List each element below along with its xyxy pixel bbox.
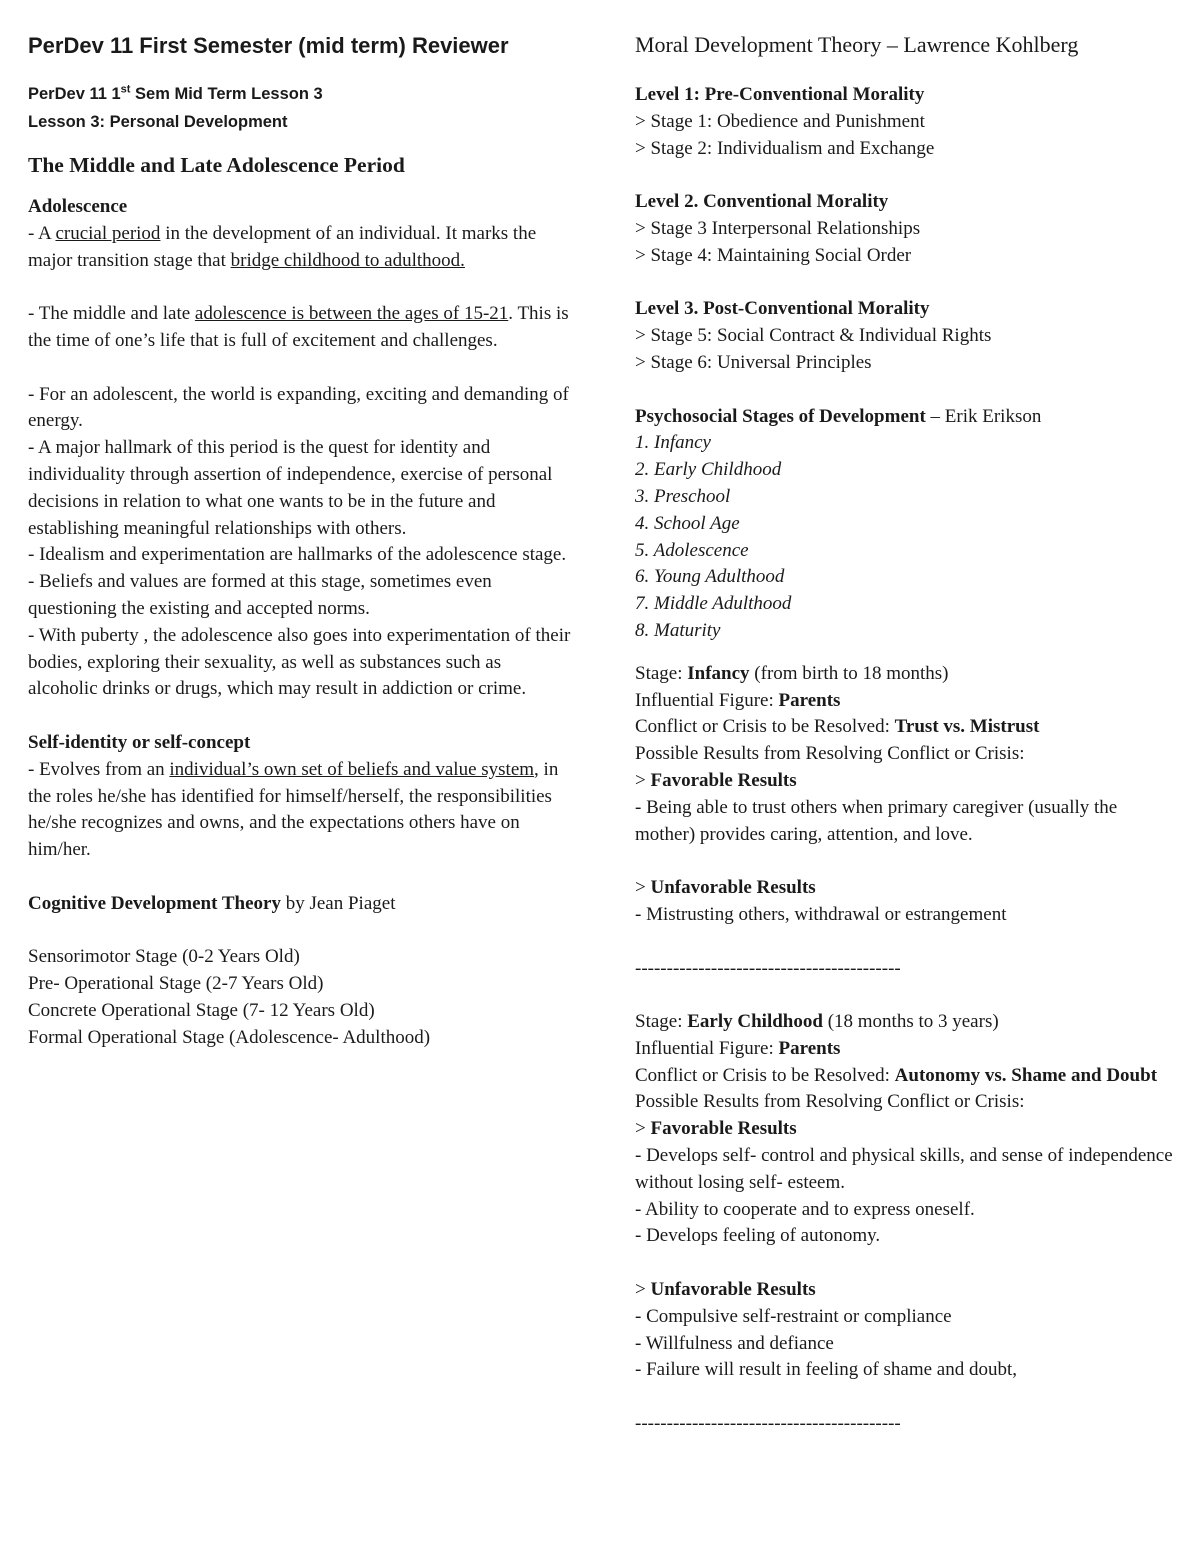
conflict-label: Conflict or Crisis to be Resolved: (635, 1064, 895, 1086)
adolescence-heading: Adolescence (28, 196, 128, 217)
psychosocial-author: – Erik Erikson (925, 405, 1042, 427)
text-run: in the development of an individual. It marks the major transition stage that (28, 222, 537, 271)
adolescence-paragraph-1 (28, 221, 573, 275)
psychosocial-item: 8. Maturity (635, 619, 721, 641)
psychosocial-item: 4. School Age (635, 512, 740, 534)
cognitive-stage: Sensorimotor Stage (0-2 Years Old) (28, 946, 300, 968)
favorable-label: Favorable Results (650, 769, 797, 791)
underlined-text: crucial period (55, 222, 161, 244)
prefix-glyph: > (635, 1279, 651, 1301)
unfavorable-label: Unfavorable Results (650, 1279, 816, 1301)
unfavorable-item: - Willfulness and defiance (635, 1332, 834, 1354)
unfavorable-item: - Mistrusting others, withdrawal or estrangement (635, 903, 1007, 925)
conflict-line (635, 714, 1180, 741)
unfavorable-item: - Compulsive self-restraint or compliance (635, 1305, 952, 1327)
unfavorable-heading (635, 1277, 1180, 1304)
prefix-glyph: > (635, 877, 651, 899)
favorable-heading (635, 1116, 1180, 1143)
favorable-item: - Develops self- control and physical skills, and sense of independence without losing self- esteem. (635, 1145, 1173, 1193)
cognitive-stage: Formal Operational Stage (Adolescence- Adulthood) (28, 1026, 431, 1048)
favorable-label: Favorable Results (650, 1118, 797, 1140)
underlined-text: adolescence is between the ages of 15-21 (194, 303, 509, 325)
prefix-glyph: > (635, 769, 651, 791)
conflict-value: Autonomy vs. Shame and Doubt (894, 1064, 1158, 1086)
underlined-text: bridge childhood to adulthood. (230, 249, 465, 271)
figure-line (635, 688, 1180, 715)
psychosocial-item: 1. Infancy (635, 432, 711, 454)
adolescence-bullet: - Beliefs and values are formed at this stage, sometimes even questioning the existing and accepted norms. (28, 571, 492, 619)
document-title: PerDev 11 First Semester (mid term) Reviewer (28, 33, 509, 58)
unfavorable-label: Unfavorable Results (650, 877, 816, 899)
psychosocial-item: 5. Adolescence (635, 539, 749, 561)
cognitive-title: Cognitive Development Theory (28, 892, 281, 914)
unfavorable-heading (635, 875, 1180, 902)
figure-label: Influential Figure: (635, 1037, 779, 1059)
text-run: - A (28, 222, 56, 244)
text-run: . This is the time of one’s life that is full of excitement and challenges. (28, 303, 569, 351)
stage-block-infancy (635, 661, 1180, 983)
figure-value: Parents (778, 689, 841, 711)
lesson-line (28, 80, 573, 108)
lesson-subtitle: Lesson 3: Personal Development (28, 113, 288, 131)
figure-label: Influential Figure: (635, 689, 779, 711)
figure-value: Parents (778, 1037, 841, 1059)
text-run: , in the roles he/she has identified for himself/herself, the responsibilities he/she recognizes and owns, and the expectations others have on him/her. (28, 758, 559, 861)
text-run: - The middle and late (28, 303, 195, 325)
level-heading: Level 3. Post-Conventional Morality (635, 298, 930, 320)
cognitive-stage: Pre- Operational Stage (2-7 Years Old) (28, 973, 324, 995)
stage-name: Infancy (687, 662, 750, 684)
moral-levels (635, 82, 1180, 1438)
prefix-glyph: > (635, 1118, 651, 1140)
psychosocial-heading (635, 404, 1180, 431)
stage-range: (18 months to 3 years) (822, 1011, 999, 1033)
lesson-line-rest: Sem Mid Term Lesson 3 (130, 85, 323, 103)
favorable-item: - Develops feeling of autonomy. (635, 1225, 881, 1247)
separator: ------------------------------------------ (635, 1413, 901, 1435)
right-column (635, 30, 1180, 1438)
level-stage: > Stage 2: Individualism and Exchange (635, 137, 935, 159)
psychosocial-item: 6. Young Adulthood (635, 566, 785, 588)
adolescence-bullet: - Idealism and experimentation are hallmarks of the adolescence stage. (28, 544, 567, 566)
left-column (28, 30, 573, 1052)
stage-line (635, 661, 1180, 688)
lesson-line-sup: st (120, 83, 131, 96)
figure-line (635, 1036, 1180, 1063)
lesson-line-text: PerDev 11 1 (28, 85, 121, 103)
cognitive-heading (28, 891, 573, 918)
psychosocial-title: Psychosocial Stages of Development (635, 405, 926, 427)
psychosocial-item: 2. Early Childhood (635, 459, 782, 481)
stage-label: Stage: (635, 662, 688, 684)
level-heading: Level 1: Pre-Conventional Morality (635, 84, 925, 105)
stage-block-early-childhood (635, 1009, 1180, 1438)
underlined-text: individual’s own set of beliefs and value system (169, 758, 535, 780)
conflict-value: Trust vs. Mistrust (894, 716, 1040, 738)
adolescence-section (28, 194, 573, 1052)
stage-range: (from birth to 18 months) (749, 662, 949, 684)
text-run: - Evolves from an (28, 758, 170, 780)
level-stage: > Stage 5: Social Contract & Individual Rights (635, 325, 992, 347)
conflict-line (635, 1063, 1180, 1090)
stage-label: Stage: (635, 1011, 688, 1033)
level-stage: > Stage 4: Maintaining Social Order (635, 244, 912, 266)
level-heading: Level 2. Conventional Morality (635, 191, 889, 213)
adolescence-bullet: - A major hallmark of this period is the quest for identity and individuality through assertion of independence, exercise of personal decisions in relation to what one wants to be in the future and establishing meaningful relationships with others. (28, 437, 553, 539)
conflict-label: Conflict or Crisis to be Resolved: (635, 716, 895, 738)
adolescence-paragraph-2 (28, 301, 573, 355)
favorable-item: - Being able to trust others when primary caregiver (usually the mother) provides caring, attention, and love. (635, 796, 1118, 845)
cognitive-stage: Concrete Operational Stage (7- 12 Years Old) (28, 999, 375, 1021)
self-identity-paragraph (28, 757, 573, 864)
psychosocial-item: 7. Middle Adulthood (635, 593, 792, 615)
separator: ------------------------------------------ (635, 957, 901, 979)
level-stage: > Stage 1: Obedience and Punishment (635, 110, 925, 132)
favorable-heading (635, 768, 1180, 795)
psychosocial-item: 3. Preschool (635, 485, 731, 507)
section-title: The Middle and Late Adolescence Period (28, 153, 405, 177)
adolescence-bullet: - For an adolescent, the world is expanding, exciting and demanding of energy. (28, 383, 569, 432)
adolescence-bullet: - With puberty , the adolescence also goes into experimentation of their bodies, exploring their sexuality, as well as substances such as alcoholic drinks or drugs, which may result in addiction or crime. (28, 624, 571, 700)
stage-name: Early Childhood (687, 1011, 823, 1033)
moral-development-title: Moral Development Theory – Lawrence Kohlberg (635, 32, 1079, 57)
favorable-item: - Ability to cooperate and to express oneself. (635, 1198, 975, 1220)
self-identity-heading: Self-identity or self-concept (28, 731, 251, 753)
results-label: Possible Results from Resolving Conflict or Crisis: (635, 1091, 1025, 1113)
cognitive-author: by Jean Piaget (280, 892, 396, 914)
stage-line (635, 1009, 1180, 1036)
level-stage: > Stage 3 Interpersonal Relationships (635, 217, 921, 239)
unfavorable-item: - Failure will result in feeling of shame and doubt, (635, 1359, 1018, 1381)
results-label: Possible Results from Resolving Conflict or Crisis: (635, 743, 1025, 765)
level-stage: > Stage 6: Universal Principles (635, 351, 872, 373)
